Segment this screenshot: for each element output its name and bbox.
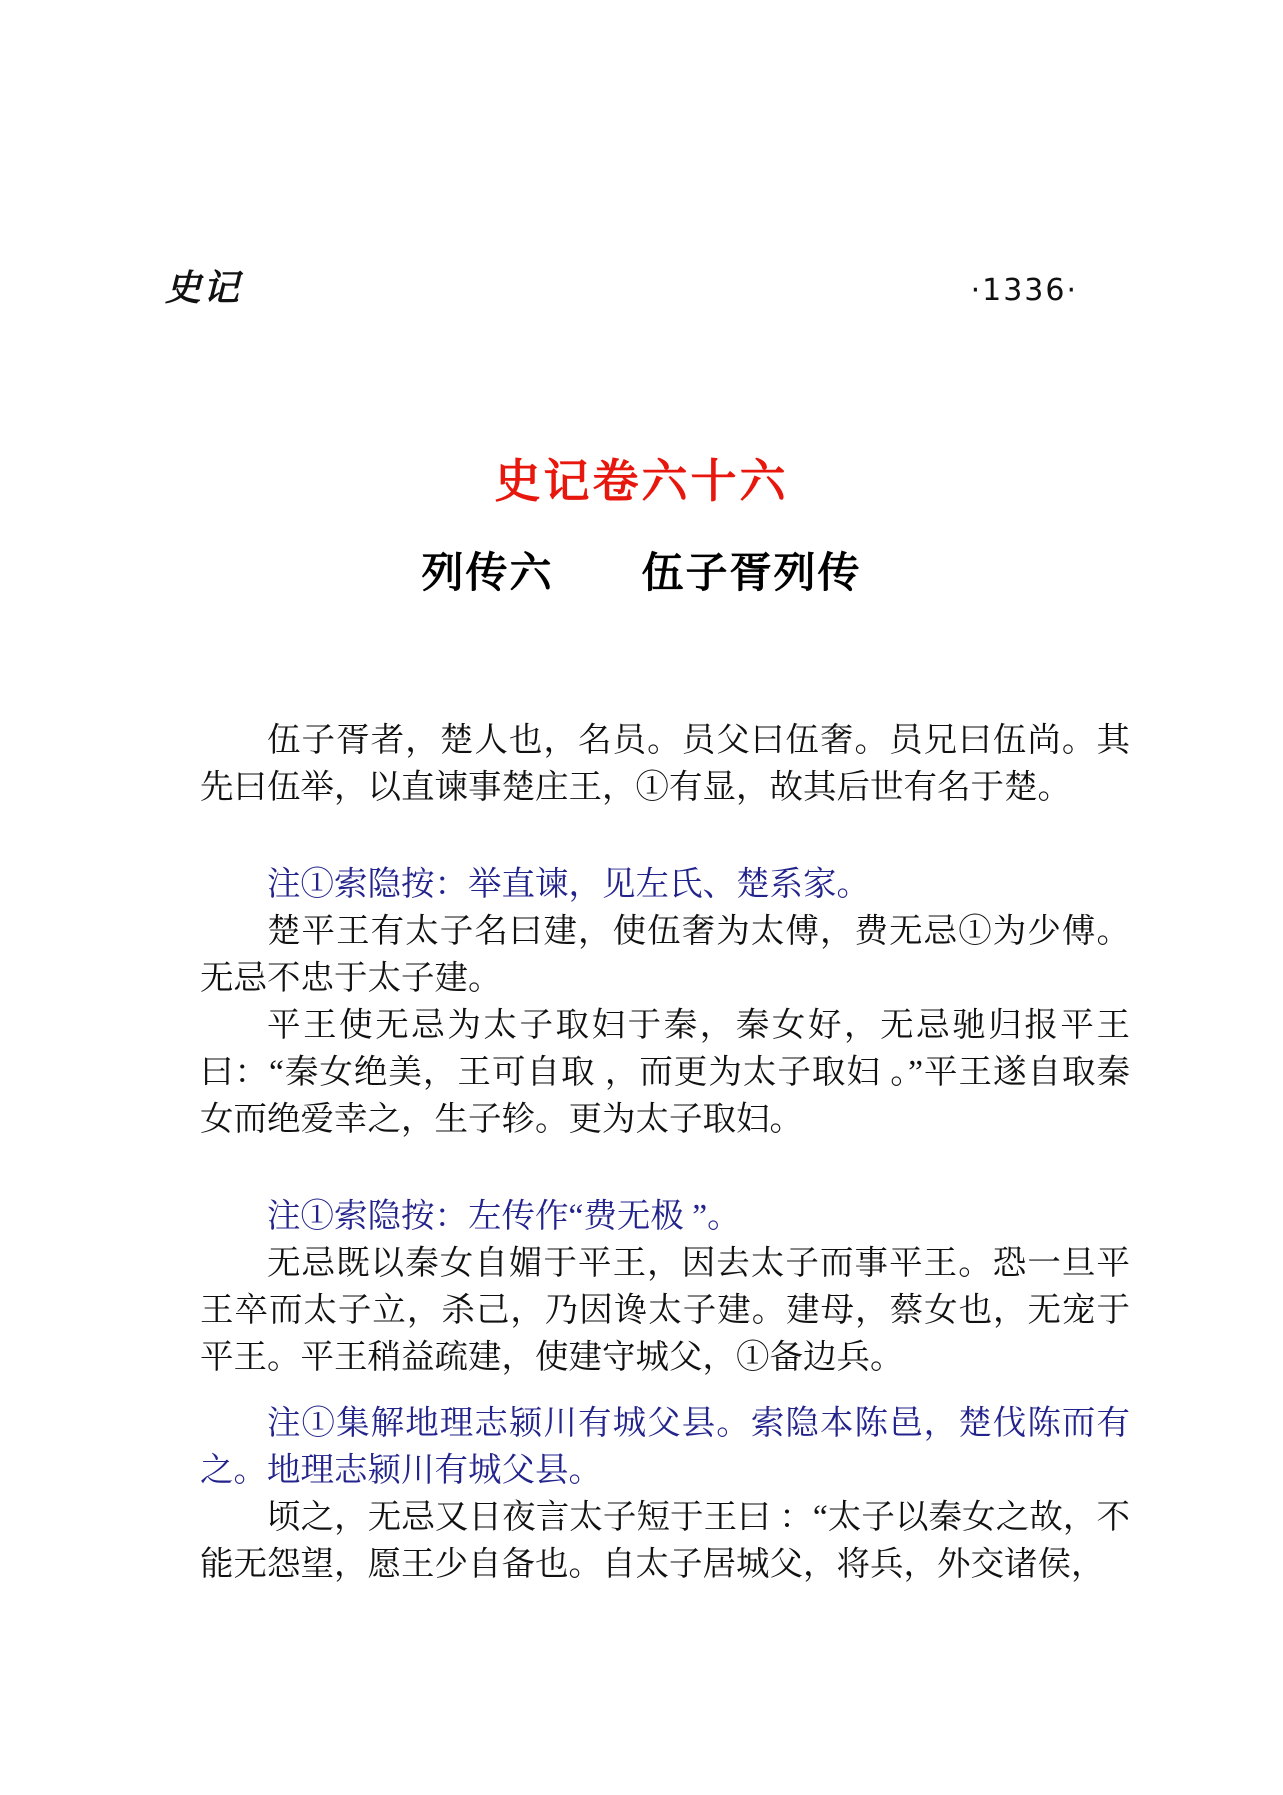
body-text: [0, 717, 1283, 1588]
chapter-title: 史记卷六十六: [494, 455, 789, 507]
paragraph-3: 平王使无忌为太子取妇于秦，秦女好，无忌驰归报平王曰：“秦女绝美，王可自取 ，而更为太子取妇 。”平王遂自取秦女而绝爱幸之，生子轸。更为太子取妇。: [200, 1007, 1130, 1138]
section-title: 列传六 伍子胥列传: [421, 549, 862, 596]
annotation-note-2: 注①索隐按：左传作“费无极 ”。: [267, 1198, 741, 1235]
paragraph-2: 楚平王有太子名曰建，使伍奢为太傅，费无忌①为少傅。无忌不忠于太子建。: [200, 913, 1130, 997]
annotation-note-3: 注①集解地理志颍川有城父县。索隐本陈邑，楚伐陈而有之。地理志颍川有城父县。: [200, 1405, 1130, 1489]
page-number: ·1336·: [970, 273, 1078, 308]
running-header: [0, 0, 1283, 311]
paragraph-4: 无忌既以秦女自媚于平王，因去太子而事平王。恐一旦平王卒而太子立，杀己，乃因谗太子建。建母，蔡女也，无宠于平王。平王稍益疏建，使建守城父，①备边兵。: [200, 1245, 1130, 1376]
paragraph-5: 顷之，无忌又日夜言太子短于王曰 ：“太子以秦女之故，不能无怨望，愿王少自备也。自太子居城父，将兵，外交诸侯，: [200, 1499, 1130, 1583]
running-header-book-title: 史记: [165, 268, 242, 308]
paragraph-1: 伍子胥者，楚人也，名员。员父曰伍奢。员兄曰伍尚。其先曰伍举，以直谏事楚庄王，①有显，故其后世有名于楚。: [200, 722, 1130, 806]
annotation-note-1: 注①索隐按：举直谏，见左氏、楚系家。: [267, 866, 870, 903]
